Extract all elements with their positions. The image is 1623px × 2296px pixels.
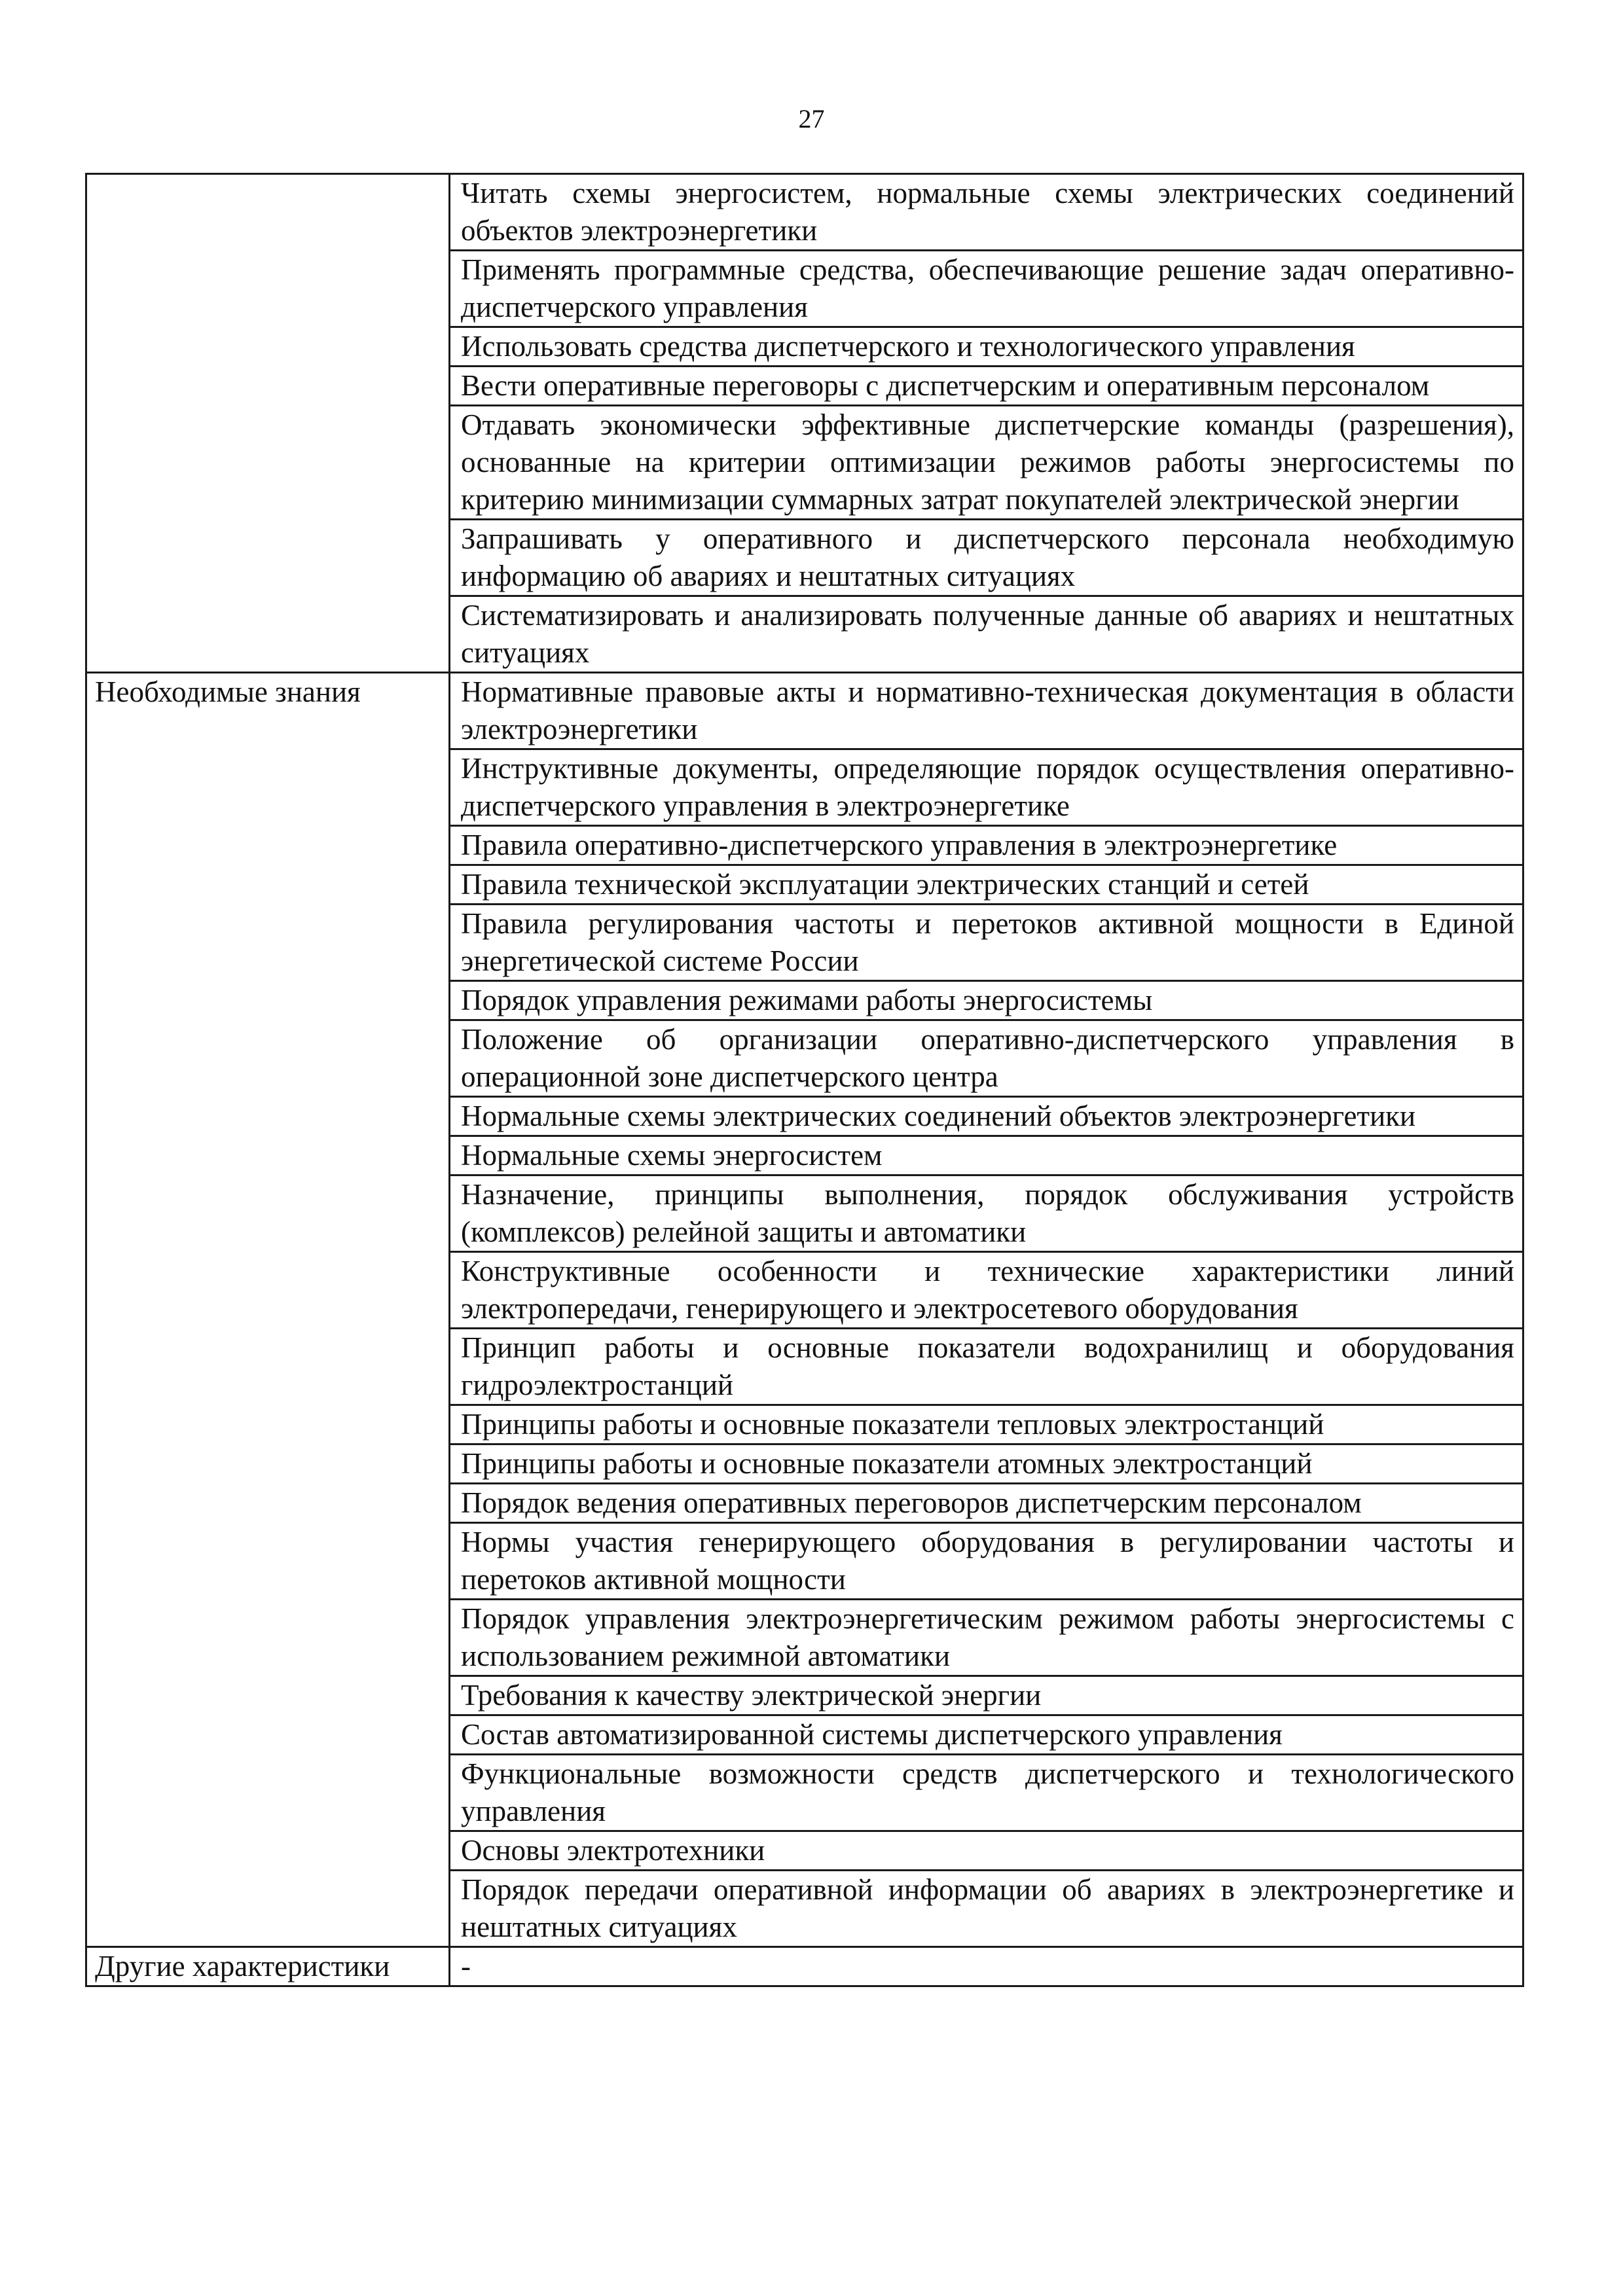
table-row — [86, 981, 1523, 1020]
table-row — [86, 1329, 1523, 1405]
table-row — [86, 749, 1523, 826]
knowledge-item: Нормальные схемы энергосистем — [450, 1136, 1523, 1175]
knowledge-item: Основы электротехники — [450, 1831, 1523, 1871]
knowledge-item: Правила технической эксплуатации электрических станций и сетей — [450, 865, 1523, 905]
knowledge-item: Положение об организации оперативно-диспетчерского управления в операционной зоне диспетчерского центра — [450, 1020, 1523, 1097]
table-row — [86, 905, 1523, 981]
knowledge-item: Принципы работы и основные показатели тепловых электростанций — [450, 1405, 1523, 1444]
knowledge-item: Нормы участия генерирующего оборудования в регулировании частоты и перетоков активной мощности — [450, 1523, 1523, 1600]
knowledge-item: Правила оперативно-диспетчерского управления в электроэнергетике — [450, 826, 1523, 865]
skill-item: Применять программные средства, обеспечивающие решение задач оперативно-диспетчерского управления — [450, 251, 1523, 327]
knowledge-item: Порядок управления электроэнергетическим режимом работы энергосистемы с использованием режимной автоматики — [450, 1600, 1523, 1676]
knowledge-item: Принцип работы и основные показатели водохранилищ и оборудования гидроэлектростанций — [450, 1329, 1523, 1405]
knowledge-item: Состав автоматизированной системы диспетчерского управления — [450, 1715, 1523, 1755]
table-row — [86, 327, 1523, 367]
table-row — [86, 1755, 1523, 1831]
skill-item: Использовать средства диспетчерского и технологического управления — [450, 327, 1523, 367]
table-row — [86, 1484, 1523, 1523]
table-row — [86, 826, 1523, 865]
skill-item: Отдавать экономически эффективные диспетчерские команды (разрешения), основанные на критерии оптимизации режимов работы энергосистемы по критерию минимизации суммарных затрат покупателей электрической энергии — [450, 406, 1523, 520]
knowledge-item: Конструктивные особенности и технические характеристики линий электропередачи, генерирующего и электросетевого оборудования — [450, 1252, 1523, 1329]
table-row — [86, 865, 1523, 905]
knowledge-item: Нормальные схемы электрических соединений объектов электроэнергетики — [450, 1097, 1523, 1136]
table-row — [86, 367, 1523, 406]
skills-label-cell — [86, 174, 450, 251]
table-row — [86, 1252, 1523, 1329]
page-number: 27 — [798, 104, 825, 134]
table-row — [86, 1136, 1523, 1175]
table-row — [86, 1600, 1523, 1676]
knowledge-item: Принципы работы и основные показатели атомных электростанций — [450, 1444, 1523, 1484]
table-row — [86, 1715, 1523, 1755]
other-value: - — [450, 1947, 1523, 1986]
knowledge-item: Требования к качеству электрической энергии — [450, 1676, 1523, 1715]
knowledge-item: Правила регулирования частоты и перетоков активной мощности в Единой энергетической системе России — [450, 905, 1523, 981]
table-row — [86, 520, 1523, 596]
table-row — [86, 1831, 1523, 1871]
knowledge-item: Инструктивные документы, определяющие порядок осуществления оперативно-диспетчерского управления в электроэнергетике — [450, 749, 1523, 826]
knowledge-item: Порядок передачи оперативной информации об авариях в электроэнергетике и нештатных ситуациях — [450, 1871, 1523, 1947]
table-row — [86, 406, 1523, 520]
table-row — [86, 1405, 1523, 1444]
table-row — [86, 1871, 1523, 1947]
table-row — [86, 673, 1523, 749]
table-row — [86, 1523, 1523, 1600]
skill-item: Запрашивать у оперативного и диспетчерского персонала необходимую информацию об авариях и нештатных ситуациях — [450, 520, 1523, 596]
characteristics-table — [85, 173, 1524, 1987]
table-row — [86, 1020, 1523, 1097]
knowledge-item: Назначение, принципы выполнения, порядок обслуживания устройств (комплексов) релейной защиты и автоматики — [450, 1175, 1523, 1252]
knowledge-label: Необходимые знания — [86, 673, 450, 749]
other-label: Другие характеристики — [86, 1947, 450, 1986]
knowledge-item: Функциональные возможности средств диспетчерского и технологического управления — [450, 1755, 1523, 1831]
table-row — [86, 1444, 1523, 1484]
table-row — [86, 1676, 1523, 1715]
skill-item: Читать схемы энергосистем, нормальные схемы электрических соединений объектов электроэнергетики — [450, 174, 1523, 251]
table-row — [86, 1947, 1523, 1986]
table-row — [86, 596, 1523, 673]
knowledge-item: Порядок ведения оперативных переговоров диспетчерским персоналом — [450, 1484, 1523, 1523]
table-row — [86, 1097, 1523, 1136]
table-row — [86, 251, 1523, 327]
skill-item: Вести оперативные переговоры с диспетчерским и оперативным персоналом — [450, 367, 1523, 406]
knowledge-item: Нормативные правовые акты и нормативно-техническая документация в области электроэнергетики — [450, 673, 1523, 749]
table-row — [86, 1175, 1523, 1252]
table-row — [86, 174, 1523, 251]
knowledge-item: Порядок управления режимами работы энергосистемы — [450, 981, 1523, 1020]
skill-item: Систематизировать и анализировать полученные данные об авариях и нештатных ситуациях — [450, 596, 1523, 673]
